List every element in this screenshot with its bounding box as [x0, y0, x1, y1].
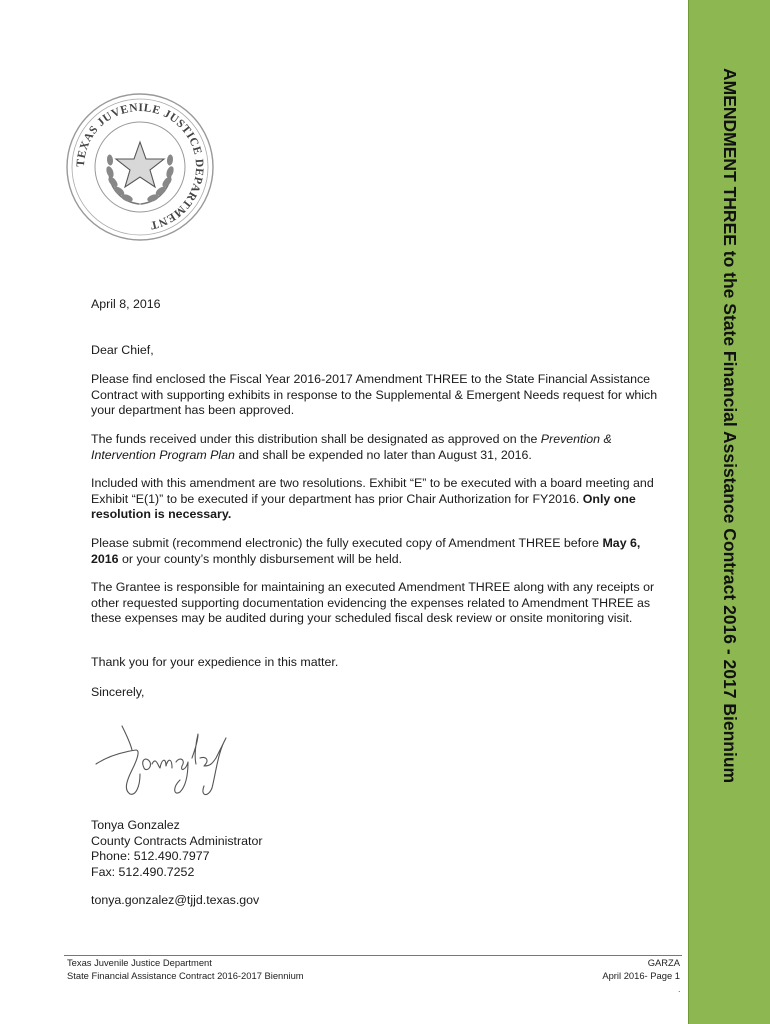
footer-right — [540, 956, 680, 982]
paragraph-responsibility: The Grantee is responsible for maintaining an executed Amendment THREE along with any receipts or other requested supporting documentation evidencing the expenses related to Amendment THREE as these expenses may be audited during your scheduled fiscal desk review or onsite monitoring visit. — [91, 580, 655, 625]
signatory-fax: Fax: 512.490.7252 — [91, 864, 195, 879]
department-seal — [65, 92, 215, 242]
signatory-name: Tonya Gonzalez — [91, 818, 180, 832]
thanks-line: Thank you for your expedience in this matter. — [91, 655, 339, 669]
seal-text: TEXAS JUVENILE JUSTICE DEPARTMENT — [74, 101, 206, 232]
sidebar-title: AMENDMENT THREE to the State Financial Assistance Contract 2016 - 2017 Biennium — [720, 68, 740, 784]
signatory-email: tonya.gonzalez@tjjd.texas.gov — [91, 893, 260, 907]
footer-org: Texas Juvenile Justice Department — [67, 957, 212, 968]
footer-left — [67, 956, 304, 982]
signatory-title: County Contracts Administrator — [91, 833, 263, 848]
footer-page: April 2016- Page 1 — [602, 970, 680, 981]
footer-contract: State Financial Assistance Contract 2016-2017 Biennium — [67, 970, 304, 981]
paragraph-resolutions: Included with this amendment are two resolutions. Exhibit “E” to be executed with a board meeting and Exhibit “E(1)” to be executed if your department has prior Chair Authorization for FY2016. Only one resolution is necessary. — [91, 476, 654, 521]
greeting: Dear Chief, — [91, 343, 154, 357]
paragraph-deadline: Please submit (recommend electronic) the fully executed copy of Amendment THREE before May 6, 2016 or your county’s monthly disbursement will be held. — [91, 536, 641, 566]
deadline-date: May 6, 2016 — [91, 536, 641, 566]
signatory-phone: Phone: 512.490.7977 — [91, 849, 210, 863]
program-plan-name: Prevention & Intervention Program Plan — [91, 432, 612, 462]
footer-dot: . — [678, 984, 681, 994]
paragraph-enclosure: Please find enclosed the Fiscal Year 2016-2017 Amendment THREE to the State Financial Assistance Contract with supporting exhibits in response to the Supplemental & Emergent Needs request for which your department has been approved. — [91, 372, 658, 417]
paragraph-funds: The funds received under this distribution shall be designated as approved on the Prevention & Intervention Program Plan and shall be expended no later than August 31, 2016. — [91, 432, 612, 462]
letter-date: April 8, 2016 — [91, 297, 161, 311]
footer-county: GARZA — [647, 957, 680, 968]
signature-block — [91, 818, 671, 880]
handwritten-signature — [88, 712, 238, 804]
closing: Sincerely, — [91, 685, 145, 699]
resolution-note: Only one resolution is necessary. — [91, 491, 636, 521]
